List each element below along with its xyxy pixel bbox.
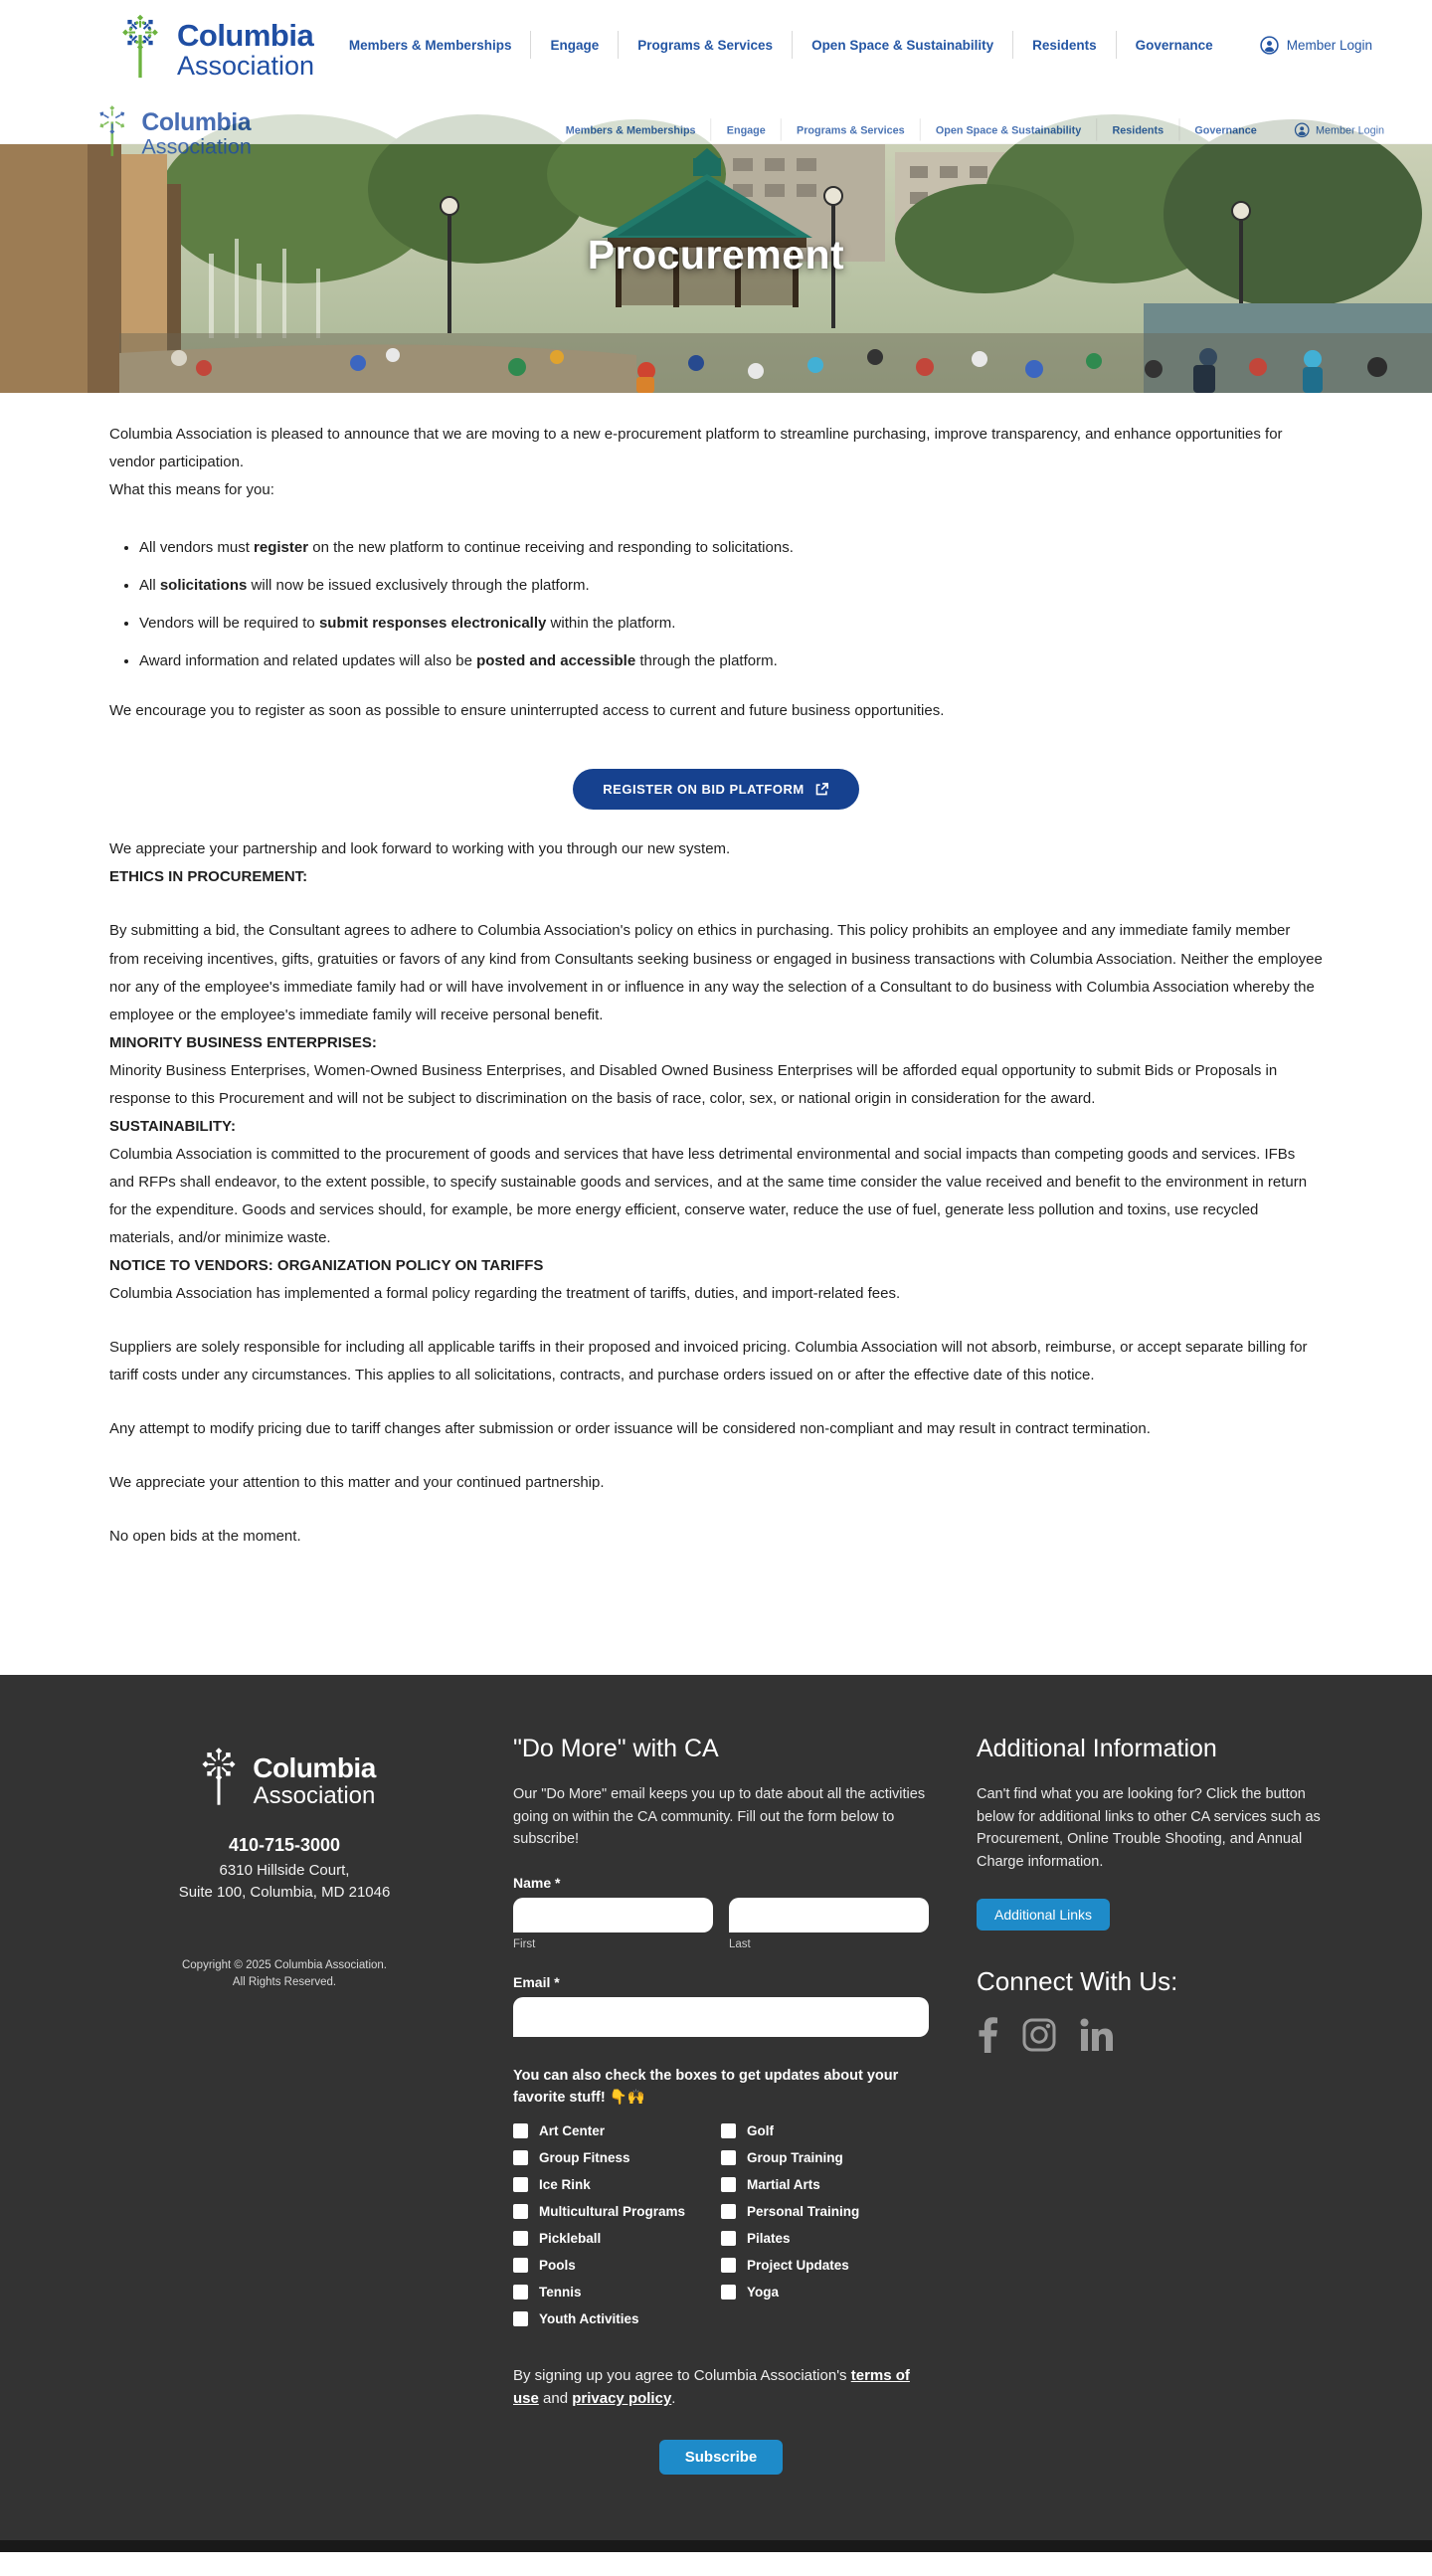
bullet-register: • All vendors must register on the new platform to continue receiving and responding to solicitations. <box>139 534 1323 562</box>
footer-contact-column <box>109 1731 459 2475</box>
mbe-body: Minority Business Enterprises, Women-Owned Business Enterprises, and Disabled Owned Business Enterprises will be afforded equal opportunity to submit Bids or Proposals in response to this Procurement and will not be subject to discrimination on the basis of race, color, sex, or national origin in consideration for the award. <box>109 1061 1278 1107</box>
appreciate-paragraph: We appreciate your partnership and look forward to working with you through our new system. <box>109 840 731 858</box>
copyright-line1: Copyright © 2025 Columbia Association. <box>181 1958 387 1971</box>
checkbox-golf[interactable] <box>721 2123 929 2138</box>
nav-programs-services[interactable]: Programs & Services <box>637 37 774 53</box>
ethics-body: By submitting a bid, the Consultant agrees to adhere to Columbia Association's policy on ethics in purchasing. This policy prohibits an employee and any immediate family member from receiving incentives, gifts, gratuities or favors of any kind from Consultants seeking business or engaged in business transactions with Columbia Association. Neither the employee nor any of the employee's immediate family had or will have involvement in or influence in any way the selection of a Consultant to do business with Columbia Association whereby the employee or the employee's immediate family will receive personal benefit. <box>109 922 1323 1023</box>
personal-training-checkbox[interactable] <box>721 2204 736 2219</box>
logo-line2: Association <box>141 134 252 159</box>
footer-phone[interactable]: 410-715-3000 <box>228 1835 341 1856</box>
checkbox-label: Project Updates <box>747 2257 849 2273</box>
martial-arts-checkbox[interactable] <box>721 2177 736 2192</box>
member-login-label: Member Login <box>1315 123 1384 136</box>
checkbox-group-fitness[interactable] <box>513 2150 721 2165</box>
logo-text <box>141 100 251 158</box>
checkbox-label: Art Center <box>539 2122 606 2138</box>
footer-logo-text <box>253 1743 376 1808</box>
checkbox-ice-rink[interactable] <box>513 2177 721 2192</box>
checkbox-personal-training[interactable] <box>721 2204 929 2219</box>
member-login-button[interactable] <box>1294 122 1384 137</box>
checkbox-group-training[interactable] <box>721 2150 929 2165</box>
nav-members-memberships[interactable]: Members & Memberships <box>565 123 696 136</box>
footer-logo-line2: Association <box>253 1782 376 1810</box>
checkbox-label: Personal Training <box>747 2203 860 2219</box>
ice-rink-checkbox[interactable] <box>513 2177 528 2192</box>
nav-engage[interactable]: Engage <box>550 37 600 53</box>
checkbox-pickleball[interactable] <box>513 2231 721 2246</box>
first-name-input[interactable] <box>513 1898 713 1932</box>
checkbox-label: Tennis <box>539 2284 582 2300</box>
privacy-policy-link[interactable]: privacy policy <box>572 2389 672 2407</box>
pickleball-checkbox[interactable] <box>513 2231 528 2246</box>
additional-information-body: Can't find what you are looking for? Click the button below for additional links to other CA services such as Procurement, Online Trouble Shooting, and Annual Charge information. <box>977 1786 1321 1870</box>
footer-logo[interactable] <box>193 1743 376 1808</box>
connect-with-us-heading: Connect With Us: <box>977 1966 1178 1997</box>
columbia-association-logo[interactable] <box>111 8 314 82</box>
tree-logo-icon-white <box>193 1743 245 1808</box>
additional-information-column <box>977 1731 1323 2475</box>
linkedin-icon[interactable] <box>1080 2018 1114 2052</box>
subscribe-button[interactable]: Subscribe <box>659 2440 784 2475</box>
checkbox-label: Golf <box>747 2122 774 2138</box>
ethics-heading: ETHICS IN PROCUREMENT: <box>109 868 308 886</box>
logo-text <box>177 8 314 80</box>
tariffs-paragraph-3: Any attempt to modify pricing due to tariff changes after submission or order issuance will be considered non-compliant and may result in contract termination. <box>109 1420 1151 1438</box>
external-link-icon <box>814 782 829 797</box>
additional-information-heading: Additional Information <box>977 1735 1217 1763</box>
checkbox-label: Group Fitness <box>539 2149 630 2165</box>
site-header <box>0 0 1432 90</box>
checkbox-label: Yoga <box>747 2284 780 2300</box>
tariffs-paragraph-1: Columbia Association has implemented a formal policy regarding the treatment of tariffs, duties, and import-related fees. <box>109 1285 901 1303</box>
nav-open-space-sustainability[interactable]: Open Space & Sustainability <box>935 123 1082 136</box>
footer-address-line2: Suite 100, Columbia, MD 21046 <box>178 1884 391 1902</box>
member-login-label: Member Login <box>1286 37 1372 53</box>
email-input[interactable] <box>513 1997 929 2037</box>
member-login-button[interactable] <box>1260 36 1372 55</box>
sticky-header-duplicate <box>0 90 1432 159</box>
checkbox-label: Pilates <box>747 2230 791 2246</box>
checkbox-martial-arts[interactable] <box>721 2177 929 2192</box>
checkbox-pools[interactable] <box>513 2258 721 2273</box>
copyright-line2: All Rights Reserved. <box>232 1976 337 1989</box>
logo-line1: Columbia <box>141 107 252 136</box>
pilates-checkbox[interactable] <box>721 2231 736 2246</box>
checkbox-project-updates[interactable] <box>721 2258 929 2273</box>
checkbox-youth-activities[interactable] <box>513 2311 721 2326</box>
person-icon <box>1294 122 1309 137</box>
terms-of-use-link[interactable]: terms of use <box>513 2366 910 2407</box>
nav-residents[interactable]: Residents <box>1032 37 1097 53</box>
register-on-bid-platform-button[interactable] <box>573 769 858 810</box>
checkbox-label: Pools <box>539 2257 576 2273</box>
do-more-subscribe-column <box>513 1731 929 2475</box>
mbe-heading: MINORITY BUSINESS ENTERPRISES: <box>109 1033 377 1051</box>
tennis-checkbox[interactable] <box>513 2285 528 2300</box>
logo-line2: Association <box>177 51 315 81</box>
nav-programs-services[interactable]: Programs & Services <box>796 123 905 136</box>
checkbox-pilates[interactable] <box>721 2231 929 2246</box>
golf-checkbox[interactable] <box>721 2123 736 2138</box>
checkbox-label: Ice Rink <box>539 2176 591 2192</box>
name-label: Name * <box>513 1874 561 1891</box>
nav-residents[interactable]: Residents <box>1112 123 1164 136</box>
tariffs-heading: NOTICE TO VENDORS: ORGANIZATION POLICY ON TARIFFS <box>109 1257 544 1275</box>
footer-logo-line1: Columbia <box>253 1752 376 1784</box>
yoga-checkbox[interactable] <box>721 2285 736 2300</box>
facebook-icon[interactable] <box>977 2017 998 2053</box>
instagram-icon[interactable] <box>1022 2018 1056 2052</box>
do-more-heading: "Do More" with CA <box>513 1735 719 1763</box>
bullet-award-info: • Award information and related updates will also be posted and accessible through the platform. <box>139 647 1323 675</box>
checkbox-intro-text: You can also check the boxes to get updates about your favorite stuff! 👇🙌 <box>513 2067 899 2107</box>
nav-engage[interactable]: Engage <box>726 123 766 136</box>
first-name-sublabel: First <box>513 1937 536 1950</box>
footer-address-line1: 6310 Hillside Court, <box>219 1862 350 1880</box>
group-training-checkbox[interactable] <box>721 2150 736 2165</box>
intro-paragraph: Columbia Association is pleased to announce that we are moving to a new e-procurement platform to streamline purchasing, improve transparency, and enhance opportunities for vendor participation. <box>109 426 1283 471</box>
encourage-paragraph: We encourage you to register as soon as possible to ensure uninterrupted access to current and future business opportunities. <box>109 702 945 720</box>
youth-activities-checkbox[interactable] <box>513 2311 528 2326</box>
pools-checkbox[interactable] <box>513 2258 528 2273</box>
checkbox-tennis[interactable] <box>513 2285 721 2300</box>
no-open-bids-note: No open bids at the moment. <box>109 1528 301 1546</box>
checkbox-yoga[interactable] <box>721 2285 929 2300</box>
vendor-bullet-list <box>109 534 1323 675</box>
bullet-submit-responses: • Vendors will be required to submit responses electronically within the platform. <box>139 610 1323 638</box>
email-label: Email * <box>513 1973 560 1990</box>
project-updates-checkbox[interactable] <box>721 2258 736 2273</box>
do-more-description: Our "Do More" email keeps you up to date about all the activities going on within the CA community. Fill out the form below to subscribe! <box>513 1786 926 1848</box>
main-content <box>0 393 1432 1675</box>
sustainability-heading: SUSTAINABILITY: <box>109 1117 236 1135</box>
footer-address <box>109 1860 459 1904</box>
interest-checkbox-grid <box>513 2123 929 2338</box>
checkbox-art-center[interactable] <box>513 2123 721 2138</box>
social-icons <box>977 2017 1323 2053</box>
person-icon <box>1260 36 1279 55</box>
checkbox-label: Martial Arts <box>747 2176 820 2192</box>
tariffs-paragraph-4: We appreciate your attention to this matter and your continued partnership. <box>109 1474 605 1492</box>
group-fitness-checkbox[interactable] <box>513 2150 528 2165</box>
checkbox-label: Group Training <box>747 2149 843 2165</box>
hero-banner <box>0 144 1432 393</box>
nav-open-space-sustainability[interactable]: Open Space & Sustainability <box>811 37 994 53</box>
main-nav <box>330 31 1372 59</box>
sustainability-body: Columbia Association is committed to the procurement of goods and services that have less detrimental environmental and social impacts than competing goods and services. IFBs and RFPs shall endeavor, to the extent possible, to specify sustainable goods and services, and at the same time consider the value received and benefit to the environment in return for the expenditure. Goods and services should, for example, be more energy efficient, conserve water, reduce the use of fuel, generate less pollution and toxins, use recycled materials, and/or minimize waste. <box>109 1145 1308 1246</box>
checkbox-multicultural-programs[interactable] <box>513 2204 721 2219</box>
site-footer <box>0 1675 1432 2540</box>
columbia-association-logo[interactable] <box>90 100 252 159</box>
checkbox-label: Youth Activities <box>539 2310 639 2326</box>
tariffs-paragraph-2: Suppliers are solely responsible for including all applicable tariffs in their proposed and invoiced pricing. Columbia Association will not absorb, reimburse, or accept separate billing for tariff costs under any circumstances. This applies to all solicitations, contracts, and purchase orders issued on or after the effective date of this notice. <box>109 1339 1308 1384</box>
terms-agreement-text: By signing up you agree to Columbia Association's terms of use and privacy policy. <box>513 2366 910 2407</box>
tree-logo-icon <box>111 8 169 82</box>
register-button-label: REGISTER ON BID PLATFORM <box>603 782 805 798</box>
last-name-input[interactable] <box>729 1898 929 1932</box>
last-name-sublabel: Last <box>729 1937 751 1950</box>
page-title: Procurement <box>587 232 845 277</box>
additional-links-button[interactable]: Additional Links <box>977 1899 1110 1931</box>
tree-logo-icon <box>90 100 135 159</box>
bullet-solicitations: • All solicitations will now be issued exclusively through the platform. <box>139 572 1323 600</box>
main-nav-duplicate <box>551 118 1384 140</box>
nav-governance[interactable]: Governance <box>1194 123 1257 136</box>
art-center-checkbox[interactable] <box>513 2123 528 2138</box>
nav-members-memberships[interactable]: Members & Memberships <box>348 37 512 53</box>
footer-copyright <box>109 1957 459 1992</box>
logo-line1: Columbia <box>177 18 314 53</box>
nav-governance[interactable]: Governance <box>1135 37 1213 53</box>
checkbox-label: Pickleball <box>539 2230 602 2246</box>
checkbox-label: Multicultural Programs <box>539 2203 686 2219</box>
multicultural-programs-checkbox[interactable] <box>513 2204 528 2219</box>
bottom-bar <box>0 2540 1432 2552</box>
what-this-means-line: What this means for you: <box>109 481 274 499</box>
